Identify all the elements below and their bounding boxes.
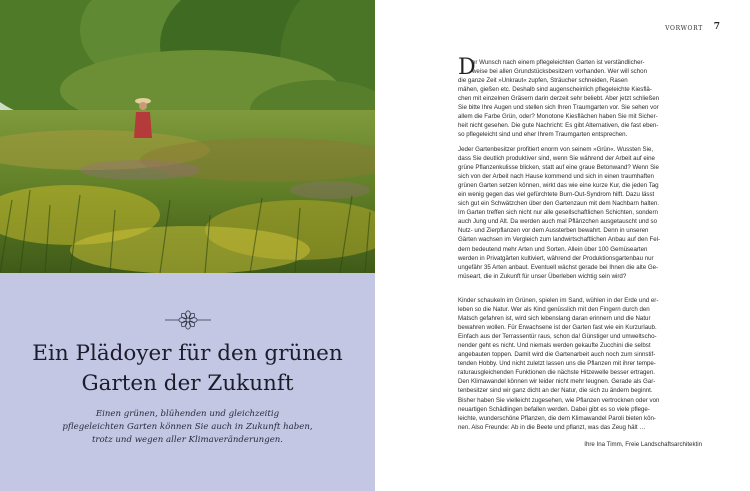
flower-ornament-icon bbox=[165, 309, 211, 331]
text-line: nen. Also Freunde: Ab in die Beete und pflanzt, was das Zeug hält … bbox=[458, 423, 646, 431]
text-line: Den Klimawandel können wir leider nicht mehr leugnen. Gerade als Gar- bbox=[458, 378, 656, 386]
chapter-title-line-2: Garten der Zukunft bbox=[81, 371, 294, 396]
text-line: müseart, die in Zukunft für unser Überleben wichtig sein wird? bbox=[458, 272, 627, 280]
text-line: raturausgleichenden Funktionen die nächste Hitzewelle besser ertragen. bbox=[458, 369, 655, 377]
page-number: 7 bbox=[713, 22, 720, 32]
text-line: Einfach aus der Terrassentür raus, schon da! Günstiger und umweltscho- bbox=[458, 333, 657, 341]
paragraph-2 bbox=[458, 145, 702, 281]
text-line: heit nicht gesehen. Die gute Nachricht: Es gibt Alternativen, die fast eben- bbox=[458, 122, 659, 130]
text-line: tenbesitzer sind wir ganz dicht an der Natur, die sich zu ändern beginnt. bbox=[458, 387, 653, 395]
text-line: tenden Hobby. Und nicht zuletzt lassen uns die Pflanzen mit ihrer tempe- bbox=[458, 360, 656, 368]
text-line: Kinder schaukeln im Grünen, spielen im Sand, wühlen in der Erde und er- bbox=[458, 297, 659, 304]
text-line: auch Jung und Alt. Da werden auch mal Pflänzchen ausgetauscht und so bbox=[458, 218, 658, 226]
right-page bbox=[375, 0, 750, 491]
text-line: leben so die Natur. Wer als Kind genüsslich mit den Fingern durch den bbox=[458, 306, 650, 314]
text-line: werden in Privatgärten kultiviert, während der Produktionsgartenbau nur bbox=[458, 254, 654, 262]
signature: Ihre Ina Timm, Freie Landschaftsarchitektin bbox=[584, 441, 702, 448]
text-line: sich gut ein Schwätzchen über den Gartenzaun mit dem Nachbarn halten. bbox=[458, 200, 660, 208]
text-line: sich von der Arbeit nach Hause kommend und sich in einen traumhaften bbox=[458, 173, 654, 181]
chapter-title-line-1: Ein Plädoyer für den grünen bbox=[32, 341, 343, 366]
text-line: so pflegeleicht sind und eher Ihrem Traumgarten entsprechen. bbox=[458, 131, 628, 139]
text-line: bewahren wollen. Für Erwachsene ist der Garten fast wie ein Kurzurlaub. bbox=[458, 324, 657, 332]
text-line: dass Sie deutlich produktiver sind, wenn Sie während der Arbeit auf eine bbox=[458, 155, 655, 163]
paragraph-3 bbox=[458, 296, 702, 432]
text-line: Matsch gefahren ist, wird sich lebenslang daran erinnern und die Natur bbox=[458, 315, 651, 323]
text-line: neuartigen Schädlingen befallen werden. Dabei gibt es so viele pflege- bbox=[458, 405, 650, 413]
text-line: nender geht es nicht. Und niemals werden gekaufte Zucchini die selbst bbox=[458, 342, 651, 350]
text-line: ein wenig gegen das viel gefürchtete Burn-Out-Syndrom hilft. Dazu lässt bbox=[458, 191, 655, 199]
text-line: allem die Farbe Grün, oder? Monotone Kiesflächen haben Sie mit Sicher- bbox=[458, 113, 658, 121]
paragraph-1 bbox=[458, 55, 702, 139]
drop-cap: D bbox=[458, 55, 476, 80]
text-line: chen mit einzelnen Gräsern darin derzeit sehr beliebt. Aber jetzt schließen bbox=[458, 95, 660, 103]
text-line: Im Garten treffen sich nicht nur alle gesellschaftlichen Schichten, sondern bbox=[458, 209, 658, 217]
text-line: grüne Pflanzenkulisse blicken, statt auf eine graue Betonwand? Wenn Sie bbox=[458, 164, 659, 172]
text-line: grünen Garten setzen können, wirkt das wie eine kurze Kur, die jeden Tag bbox=[458, 182, 659, 190]
text-line: Nutz- und Zierpflanzen vor dem Aussterben bewahrt. Denn in unseren bbox=[458, 227, 649, 235]
running-head: VORWORT bbox=[665, 25, 703, 32]
subtitle-line: trotz und wegen aller Klimaveränderungen. bbox=[91, 435, 284, 445]
text-line: Bisher haben Sie vielleicht zugesehen, wie Pflanzen vertrocknen oder von bbox=[458, 396, 660, 404]
text-line: ungefähr 35 Arten anbaut. Eventuell wächst gerade bei Ihnen die alte Ge- bbox=[458, 263, 659, 271]
text-line: die ganze Zeit »Unkraut« zupfen, Sträucher schneiden, Rasen bbox=[458, 77, 628, 85]
text-line: Sie bitte Ihre Augen und stellen sich Ihren Traumgarten vor. Sie sehen vor bbox=[458, 104, 659, 112]
subtitle-line: Einen grünen, blühenden und gleichzeitig bbox=[95, 409, 280, 419]
subtitle-line: pflegeleichten Garten können Sie auch in Zukunft haben, bbox=[62, 422, 313, 432]
garden-meadow-photo bbox=[0, 0, 375, 273]
text-line: Gärten wachsen im Vergleich zum landwirtschaftlichen Anbau auf den Fel- bbox=[458, 236, 661, 244]
text-line: er Wunsch nach einem pflegeleichten Garten ist verständlicher- bbox=[472, 59, 645, 66]
text-line: weise bei allen Grundstücksbesitzern vorhanden. Wer will schon bbox=[472, 68, 647, 76]
text-line: dern bedeutend mehr Arten und Sorten. Allein über 100 Gemüsearten bbox=[458, 245, 648, 253]
text-line: leichte, wunderschöne Pflanzen, die dem Klimawandel Paroli bieten kön- bbox=[458, 414, 656, 422]
text-line: mähen, gießen etc. Deshalb sind augenscheinlich pflegeleichte Kiesflä- bbox=[458, 86, 652, 94]
text-line: Jeder Gartenbesitzer profitiert enorm von seinem »Grün«. Wussten Sie, bbox=[458, 146, 654, 153]
text-line: angebauten toppen. Damit wird die Gartenarbeit auch noch zum sinnstif- bbox=[458, 351, 656, 359]
